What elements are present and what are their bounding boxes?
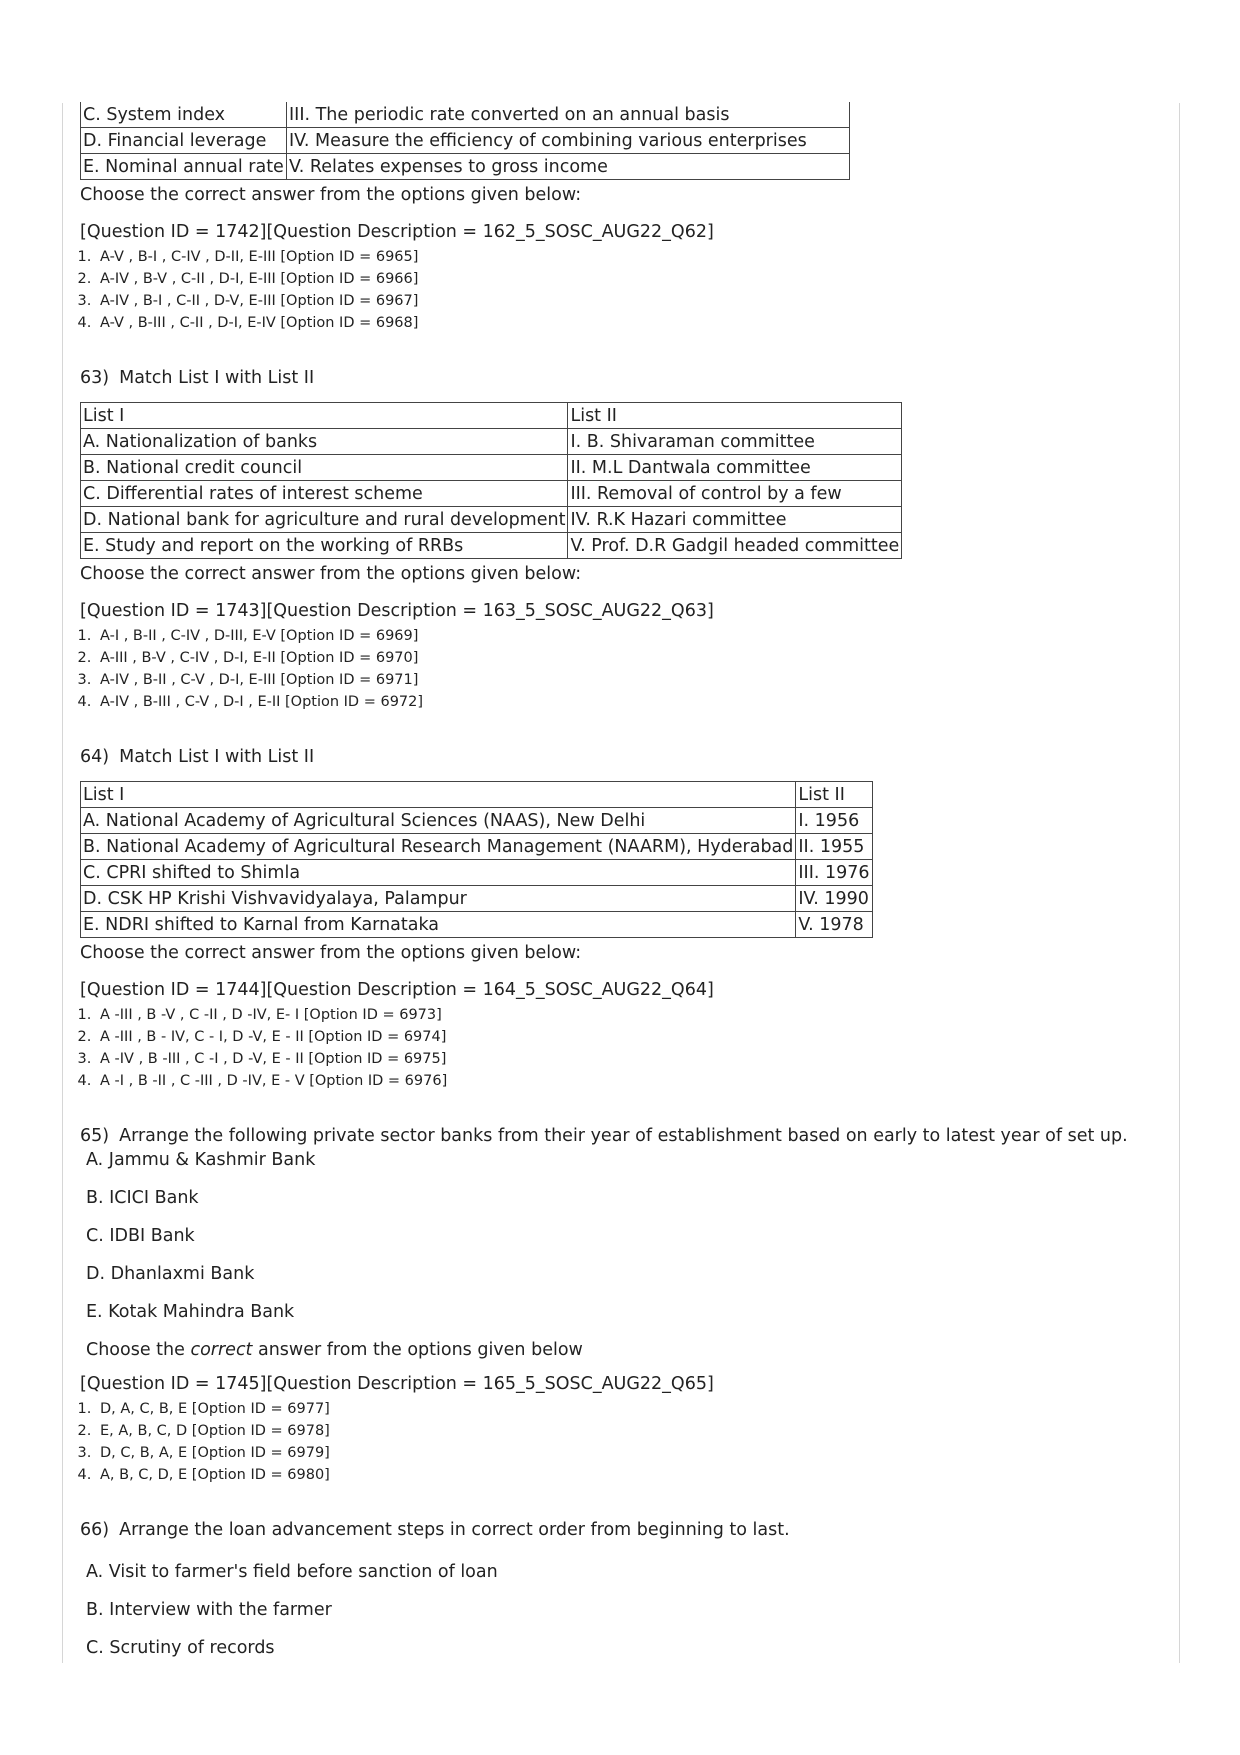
table-cell: E. NDRI shifted to Karnal from Karnataka (81, 912, 796, 938)
question-number: 64) (80, 747, 110, 767)
option-list (0, 1004, 1240, 1092)
option-list (0, 625, 1240, 713)
option-item[interactable]: 1. A -III , B -V , C -II , D -IV, E- I [Option ID = 6973] (96, 1004, 1240, 1026)
question-number: 63) (80, 368, 110, 388)
option-item[interactable]: 1. D, A, C, B, E [Option ID = 6977] (96, 1398, 1240, 1420)
choose-instruction (86, 1338, 1240, 1362)
table-cell: III. The periodic rate converted on an annual basis (287, 102, 850, 128)
table-header-row (81, 403, 902, 429)
table-row (81, 834, 873, 860)
question-id: [Question ID = 1743][Question Description = 163_5_SOSC_AUG22_Q63] (80, 601, 714, 621)
table-row (81, 533, 902, 559)
table-cell: C. Differential rates of interest scheme (81, 481, 568, 507)
choose-text: Choose the (86, 1340, 191, 1360)
table-cell: A. Nationalization of banks (81, 429, 568, 455)
q62-section (0, 102, 1240, 334)
question-id: [Question ID = 1745][Question Description = 165_5_SOSC_AUG22_Q65] (80, 1374, 714, 1394)
question-number: 65) (80, 1126, 110, 1146)
column-header: List I (81, 403, 568, 429)
q64-section (0, 745, 1240, 1092)
option-item[interactable]: 2. A -III , B - IV, C - I, D -V, E - II [Option ID = 6974] (96, 1026, 1240, 1048)
option-item[interactable]: 4. A, B, C, D, E [Option ID = 6980] (96, 1464, 1240, 1486)
table-cell: IV. R.K Hazari committee (568, 507, 902, 533)
table-row (81, 154, 850, 180)
arrange-item: A. Visit to farmer's field before sanction of loan (86, 1562, 498, 1582)
option-item[interactable]: 2. A-III , B-V , C-IV , D-I, E-II [Option ID = 6970] (96, 647, 1240, 669)
choose-emphasis: correct (190, 1340, 253, 1360)
choose-text: answer from the options given below (252, 1340, 583, 1360)
arrange-item: A. Jammu & Kashmir Bank (86, 1150, 316, 1170)
table-cell: IV. Measure the efficiency of combining various enterprises (287, 128, 850, 154)
table-row (81, 912, 873, 938)
choose-instruction: Choose the correct answer from the options given below: (80, 943, 582, 963)
option-item[interactable]: 4. A-IV , B-III , C-V , D-I , E-II [Option ID = 6972] (96, 691, 1240, 713)
column-header: List II (796, 782, 872, 808)
q63-section (0, 366, 1240, 713)
q64-match-table (80, 781, 873, 938)
table-row (81, 455, 902, 481)
table-cell: III. Removal of control by a few (568, 481, 902, 507)
arrange-item: B. Interview with the farmer (86, 1600, 332, 1620)
arrange-item: C. IDBI Bank (86, 1226, 195, 1246)
question-text: Arrange the loan advancement steps in correct order from beginning to last. (119, 1520, 790, 1540)
table-row (81, 429, 902, 455)
table-cell: C. CPRI shifted to Shimla (81, 860, 796, 886)
table-cell: I. 1956 (796, 808, 872, 834)
table-cell: V. Relates expenses to gross income (287, 154, 850, 180)
option-list (0, 246, 1240, 334)
table-cell: V. 1978 (796, 912, 872, 938)
column-header: List II (568, 403, 902, 429)
option-item[interactable]: 3. A-IV , B-I , C-II , D-V, E-III [Option ID = 6967] (96, 290, 1240, 312)
table-row (81, 102, 850, 128)
table-cell: A. National Academy of Agricultural Sciences (NAAS), New Delhi (81, 808, 796, 834)
table-cell: C. System index (81, 102, 287, 128)
table-cell: D. Financial leverage (81, 128, 287, 154)
question-text: Match List I with List II (119, 747, 315, 767)
column-header: List I (81, 782, 796, 808)
table-cell: V. Prof. D.R Gadgil headed committee (568, 533, 902, 559)
option-item[interactable]: 3. D, C, B, A, E [Option ID = 6979] (96, 1442, 1240, 1464)
table-cell: IV. 1990 (796, 886, 872, 912)
q66-section (0, 1518, 1240, 1660)
table-cell: D. CSK HP Krishi Vishvavidyalaya, Palampur (81, 886, 796, 912)
arrange-item: D. Dhanlaxmi Bank (86, 1264, 255, 1284)
option-list (0, 1398, 1240, 1486)
arrange-item: B. ICICI Bank (86, 1188, 199, 1208)
arrange-item: C. Scrutiny of records (86, 1638, 275, 1658)
table-row (81, 128, 850, 154)
arrange-item: E. Kotak Mahindra Bank (86, 1302, 295, 1322)
option-item[interactable]: 3. A-IV , B-II , C-V , D-I, E-III [Option ID = 6971] (96, 669, 1240, 691)
table-cell: D. National bank for agriculture and rural development (81, 507, 568, 533)
table-row (81, 886, 873, 912)
table-cell: II. 1955 (796, 834, 872, 860)
table-cell: B. National Academy of Agricultural Research Management (NAARM), Hyderabad (81, 834, 796, 860)
option-item[interactable]: 2. E, A, B, C, D [Option ID = 6978] (96, 1420, 1240, 1442)
option-item[interactable]: 1. A-I , B-II , C-IV , D-III, E-V [Option ID = 6969] (96, 625, 1240, 647)
question-number: 66) (80, 1520, 110, 1540)
table-row (81, 808, 873, 834)
table-cell: B. National credit council (81, 455, 568, 481)
option-item[interactable]: 4. A-V , B-III , C-II , D-I, E-IV [Option ID = 6968] (96, 312, 1240, 334)
question-id: [Question ID = 1742][Question Description = 162_5_SOSC_AUG22_Q62] (80, 222, 714, 242)
question-text: Match List I with List II (119, 368, 315, 388)
choose-instruction: Choose the correct answer from the options given below: (80, 185, 582, 205)
question-text: Arrange the following private sector banks from their year of establishment based on early to latest year of set up. (119, 1126, 1128, 1146)
choose-instruction: Choose the correct answer from the options given below: (80, 564, 582, 584)
option-item[interactable]: 3. A -IV , B -III , C -I , D -V, E - II [Option ID = 6975] (96, 1048, 1240, 1070)
q65-section (0, 1124, 1240, 1486)
table-cell: E. Nominal annual rate (81, 154, 287, 180)
question-title (80, 1124, 1240, 1148)
question-title (80, 745, 1240, 769)
table-cell: II. M.L Dantwala committee (568, 455, 902, 481)
question-title (80, 1518, 1240, 1542)
q63-match-table (80, 402, 902, 559)
table-row (81, 481, 902, 507)
option-item[interactable]: 4. A -I , B -II , C -III , D -IV, E - V [Option ID = 6976] (96, 1070, 1240, 1092)
table-row (81, 860, 873, 886)
question-id: [Question ID = 1744][Question Description = 164_5_SOSC_AUG22_Q64] (80, 980, 714, 1000)
q62-match-table (80, 102, 850, 180)
option-item[interactable]: 2. A-IV , B-V , C-II , D-I, E-III [Option ID = 6966] (96, 268, 1240, 290)
table-cell: E. Study and report on the working of RRBs (81, 533, 568, 559)
table-cell: I. B. Shivaraman committee (568, 429, 902, 455)
question-title (80, 366, 1240, 390)
option-item[interactable]: 1. A-V , B-I , C-IV , D-II, E-III [Option ID = 6965] (96, 246, 1240, 268)
table-cell: III. 1976 (796, 860, 872, 886)
table-row (81, 507, 902, 533)
table-header-row (81, 782, 873, 808)
